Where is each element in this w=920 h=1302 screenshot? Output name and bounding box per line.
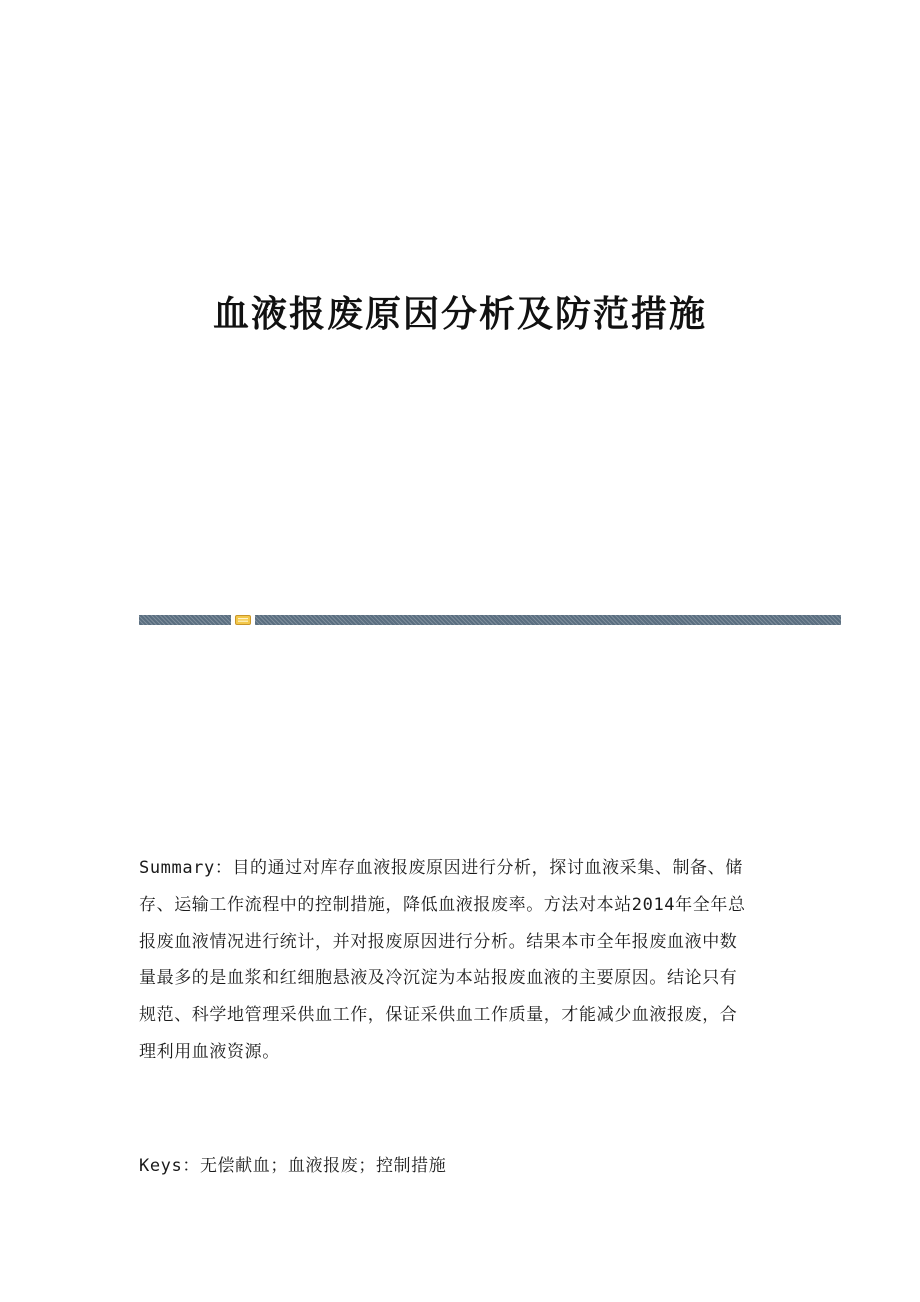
divider-ornament-icon <box>235 614 251 626</box>
summary-paragraph <box>139 850 781 1071</box>
keys-label: Keys： <box>139 1156 200 1176</box>
summary-text: 目的通过对库存血液报废原因进行分析，探讨血液采集、制备、储 <box>232 858 743 878</box>
summary-line: 理利用血液资源。 <box>139 1041 280 1062</box>
keys-text: 无偿献血；血液报废；控制措施 <box>199 1156 447 1176</box>
summary-line: 存、运输工作流程中的控制措施，降低血液报废率。方法对本站2014年全年总 <box>139 894 746 915</box>
divider-bar-right <box>255 615 841 625</box>
summary-label: Summary： <box>139 858 233 878</box>
summary-line: 报废血液情况进行统计，并对报废原因进行分析。结果本市全年报废血液中数 <box>139 931 738 952</box>
summary-line <box>139 850 781 887</box>
keywords-line <box>139 1148 781 1184</box>
summary-line: 规范、科学地管理采供血工作，保证采供血工作质量，才能减少血液报废，合 <box>139 1005 738 1026</box>
section-divider <box>139 615 841 625</box>
summary-line: 量最多的是血浆和红细胞悬液及冷沉淀为本站报废血液的主要原因。结论只有 <box>139 968 738 989</box>
divider-bar-left <box>139 615 231 625</box>
document-title: 血液报废原因分析及防范措施 <box>212 293 707 336</box>
